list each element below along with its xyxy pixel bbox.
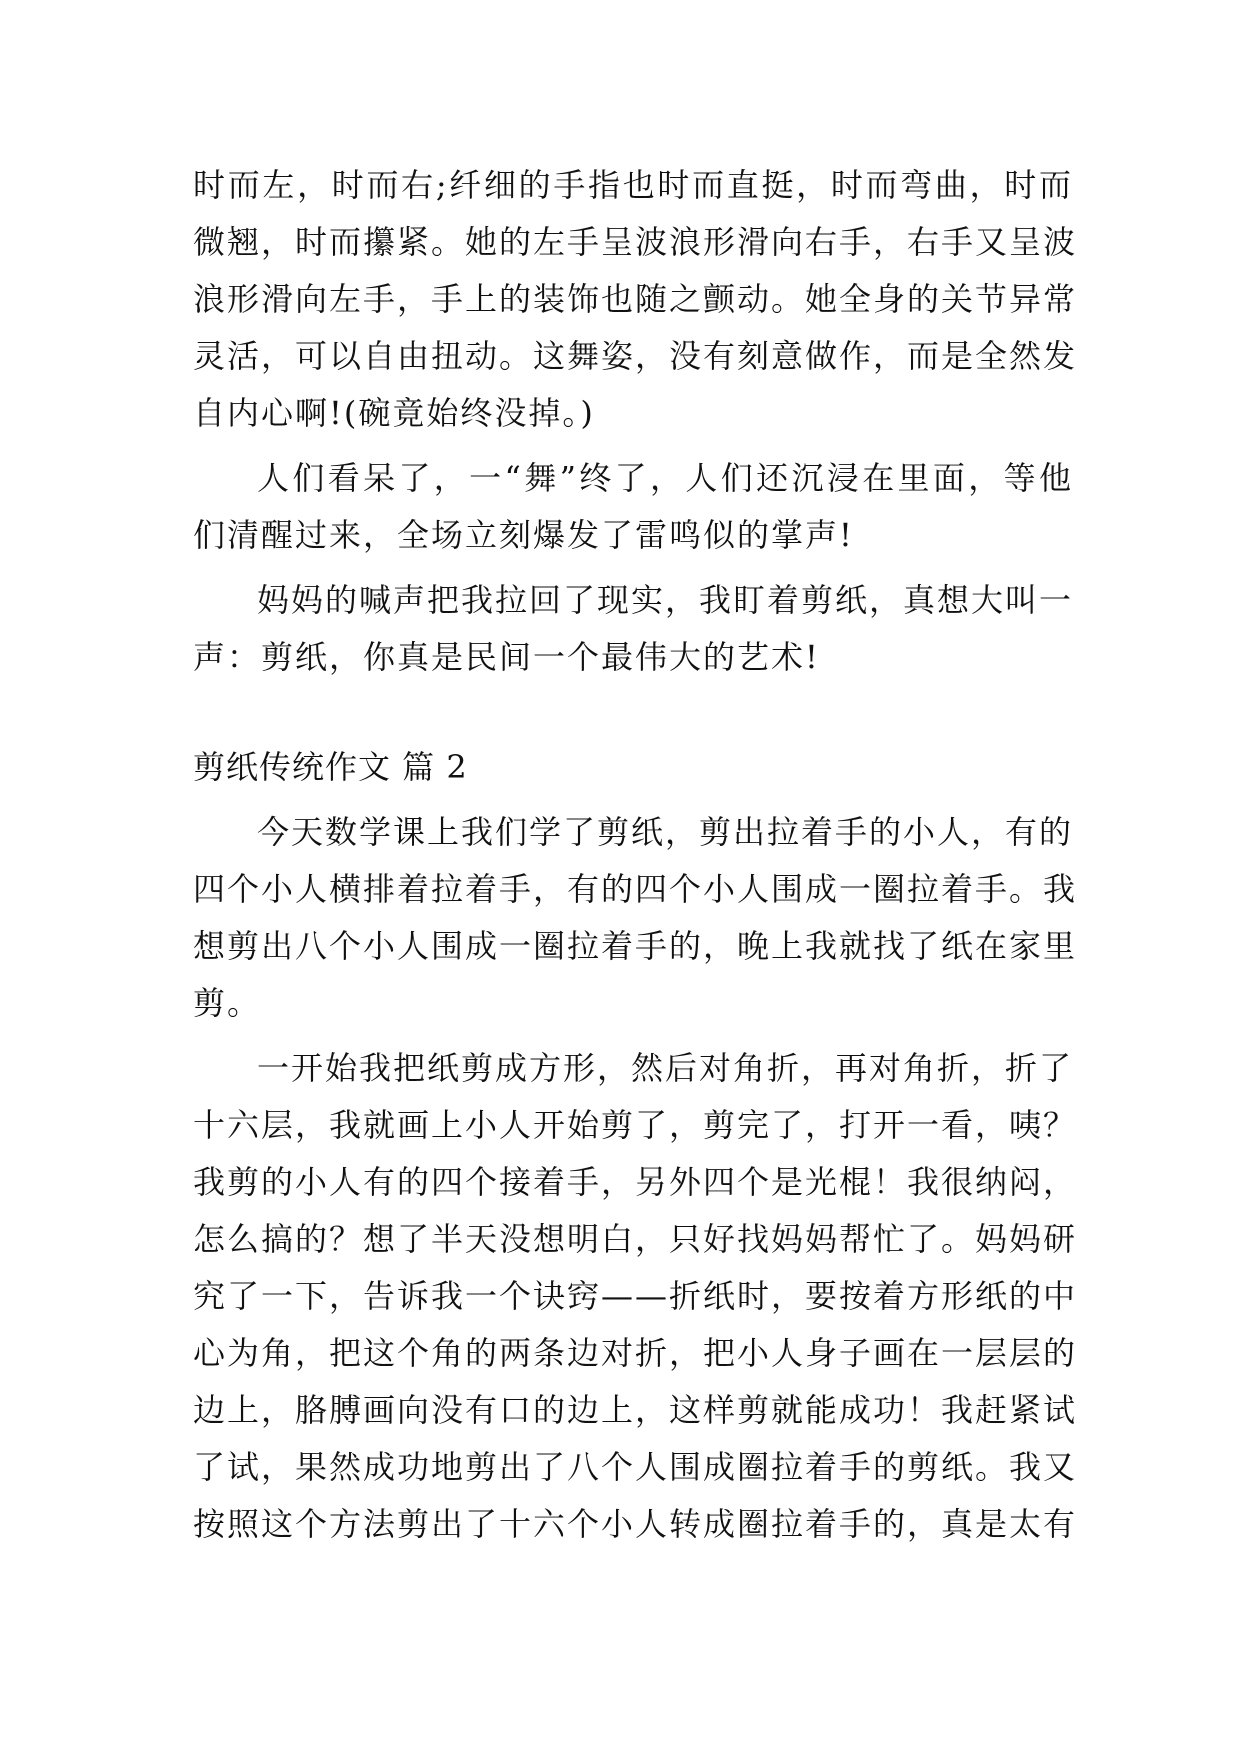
text-line: 们清醒过来，全场立刻爆发了雷鸣似的掌声! — [193, 516, 854, 554]
text-line: 剪。 — [193, 984, 262, 1022]
paragraph-first-line: 妈妈的喊声把我拉回了现实，我盯着剪纸，真想大叫一 — [257, 581, 1074, 619]
text-line: 按照这个方法剪出了十六个小人转成圈拉着手的，真是太有 — [193, 1505, 1078, 1543]
text-line: 了试，果然成功地剪出了八个人围成圈拉着手的剪纸。我又 — [193, 1448, 1078, 1486]
text-line: 时而左，时而右;纤细的手指也时而直挺，时而弯曲，时而 — [193, 166, 1073, 204]
text-line: 自内心啊!(碗竟始终没掉。) — [193, 394, 595, 432]
text-line: 怎么搞的？想了半天没想明白，只好找妈妈帮忙了。妈妈研 — [193, 1220, 1078, 1258]
section-heading: 剪纸传统作文 篇 2 — [193, 748, 468, 786]
text-line: 想剪出八个小人围成一圈拉着手的，晚上我就找了纸在家里 — [193, 927, 1078, 965]
paragraph-first-line: 一开始我把纸剪成方形，然后对角折，再对角折，折了 — [257, 1049, 1074, 1087]
text-line: 心为角，把这个角的两条边对折，把小人身子画在一层层的 — [193, 1334, 1078, 1372]
paragraph-first-line: 今天数学课上我们学了剪纸，剪出拉着手的小人，有的 — [257, 813, 1074, 851]
text-line: 边上，胳膊画向没有口的边上，这样剪就能成功！我赶紧试 — [193, 1391, 1078, 1429]
text-line: 浪形滑向左手，手上的装饰也随之颤动。她全身的关节异常 — [193, 280, 1078, 318]
paragraph-first-line: 人们看呆了，一“舞”终了，人们还沉浸在里面，等他 — [257, 459, 1073, 497]
text-line: 我剪的小人有的四个接着手，另外四个是光棍！我很纳闷， — [193, 1163, 1078, 1201]
text-line: 微翘，时而攥紧。她的左手呈波浪形滑向右手，右手又呈波 — [193, 223, 1078, 261]
text-line: 声：剪纸，你真是民间一个最伟大的艺术! — [193, 638, 820, 676]
text-line: 究了一下，告诉我一个诀窍——折纸时，要按着方形纸的中 — [193, 1277, 1078, 1315]
text-line: 四个小人横排着拉着手，有的四个小人围成一圈拉着手。我 — [193, 870, 1078, 908]
text-line: 灵活，可以自由扭动。这舞姿，没有刻意做作，而是全然发 — [193, 337, 1078, 375]
text-line: 十六层，我就画上小人开始剪了，剪完了，打开一看，咦？ — [193, 1106, 1078, 1144]
